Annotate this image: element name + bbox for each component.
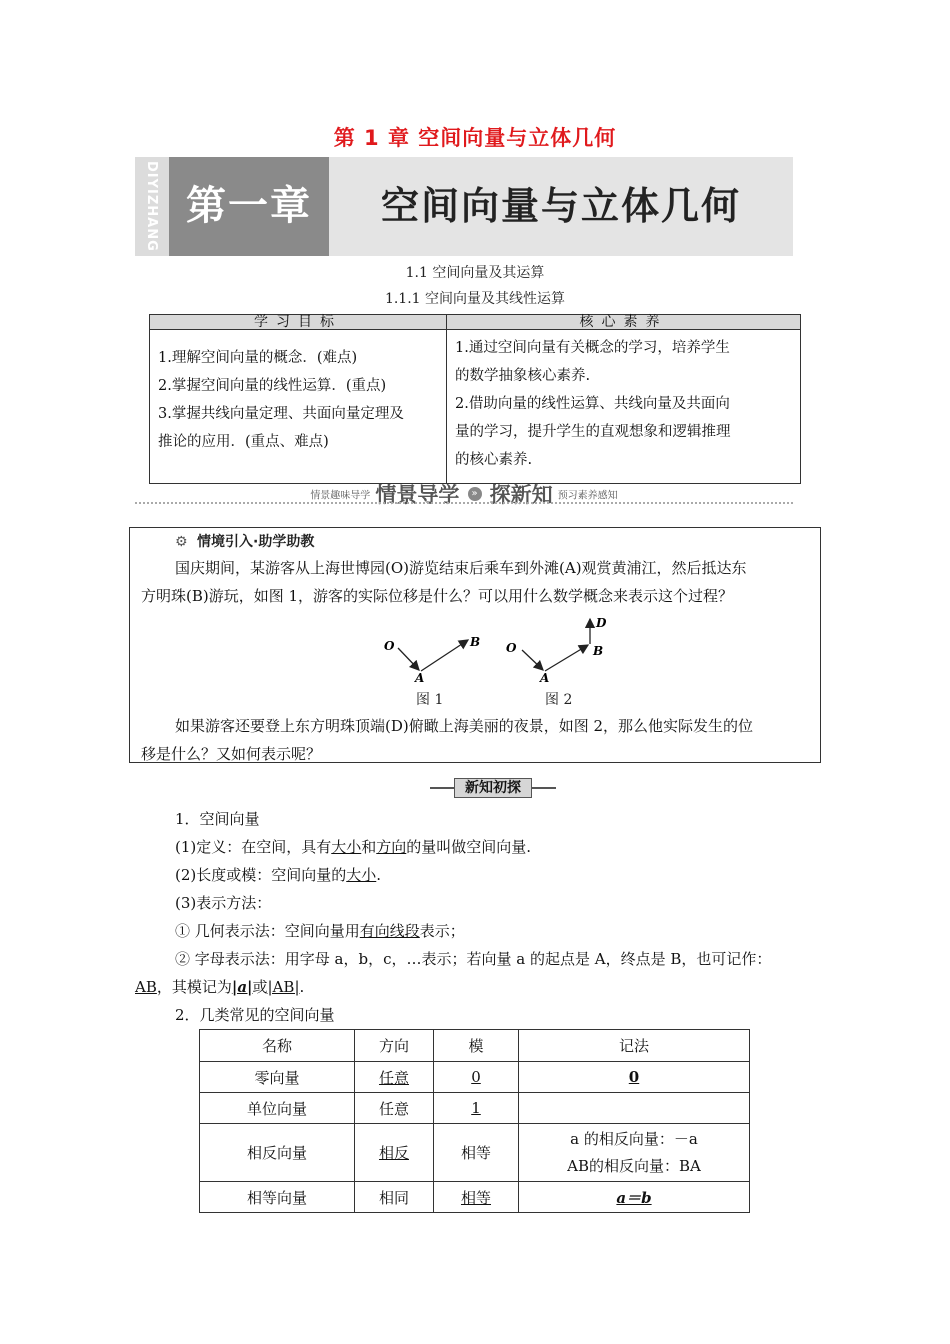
label-a: A [415,671,425,685]
table-cell: 相等 [434,1182,519,1213]
section-heading: 1.1 空间向量及其运算 [405,265,545,281]
literacy-header: 核心素养 [447,315,801,330]
table-cell: 零向量 [200,1062,355,1093]
banner-chapter-title: 空间向量与立体几何 [380,184,741,228]
goal-line: 推论的应用．(重点、难点) [158,434,329,450]
table-cell [519,1124,750,1182]
definition-line: (1)定义：在空间，具有大小和方向的量叫做空间向量. [175,838,532,856]
banner-side-strip [135,157,169,256]
double-arrow-icon: » [468,487,482,501]
context-paragraph-line: 如果游客还要登上东方明珠顶端(D)俯瞰上海美丽的夜景，如图 2，那么他实际发生的位 [175,717,754,735]
literacy-line: 的数学抽象核心素养. [455,368,591,384]
literacy-line: 量的学习，提升学生的直观想象和逻辑推理 [455,424,731,440]
label-o: O [384,639,395,653]
label-o: O [506,641,517,655]
table-cell: 任意 [355,1062,434,1093]
figure-2 [506,616,607,685]
table-cell: 相等 [434,1124,519,1182]
label-a: A [540,671,550,685]
table-cell [519,1093,750,1124]
page-title: 第 1 章 空间向量与立体几何 [333,126,617,150]
vector-kinds-table [199,1029,750,1213]
figure-1-caption: 图 1 [416,692,444,708]
note-line: a 的相反向量：－a [570,1129,698,1148]
table-cell: 0 [519,1062,750,1093]
table-row [200,1093,750,1124]
table-cell: 相同 [355,1182,434,1213]
table-header-cell: 名称 [200,1030,355,1062]
divider-left-text: 情景趣味导学 [310,490,371,502]
table-header-cell: 方向 [355,1030,434,1062]
context-paragraph-line: 方明珠(B)游玩，如图 1，游客的实际位移是什么？可以用什么数学概念来表示这个过程？ [141,587,734,605]
figure-2-caption: 图 2 [545,692,573,708]
context-heading [175,531,314,551]
table-cell: 0 [434,1062,519,1093]
table-row [200,1124,750,1182]
item-heading: 1．空间向量 [175,810,260,828]
table-row [200,1182,750,1213]
literacy-line: 1.通过空间向量有关概念的学习，培养学生 [455,340,730,356]
note-line: AB的相反向量：BA [567,1156,701,1175]
goal-line: 2.掌握空间向量的线性运算．(重点) [158,378,387,394]
literacy-cell [447,330,801,484]
representation-line: (3)表示方法： [175,894,272,912]
goal-line: 3.掌握共线向量定理、共面向量定理及 [158,406,404,422]
table-header-cell: 记法 [519,1030,750,1062]
table-cell: 1 [434,1093,519,1124]
geometric-repr-line: ① 几何表示法：空间向量用有向线段表示； [175,922,465,940]
goals-table [149,314,801,484]
banner-side-text: DIYIZHANG [144,161,159,252]
table-cell: 相反 [355,1124,434,1182]
subsection-heading: 1.1.1 空间向量及其线性运算 [384,291,566,307]
divider-title-1: 情景导学 [375,483,460,507]
divider-right-text: 预习素养感知 [557,490,618,502]
divider-rule [135,502,793,504]
vector-figures [370,610,620,690]
goal-line: 1.理解空间向量的概念．(难点) [158,350,358,366]
letter-repr-line: ② 字母表示法：用字母 a，b，c，…表示；若向量 a 的起点是 A，终点是 B，也可记作： [175,950,772,968]
table-cell: 单位向量 [200,1093,355,1124]
table-header-row [200,1030,750,1062]
table-header-cell: 模 [434,1030,519,1062]
label-d: D [596,616,607,630]
context-heading-text: 情境引入·助学助教 [197,534,315,550]
label-b: B [593,644,604,658]
new-knowledge-text: 新知初探 [454,778,532,798]
table-cell: 相等向量 [200,1182,355,1213]
table-row [200,1062,750,1093]
goals-cell [150,330,447,484]
literacy-line: 2.借助向量的线性运算、共线向量及共面向 [455,396,730,412]
table-cell: a＝b [519,1182,750,1213]
figure-1 [384,635,480,685]
context-paragraph-line: 移是什么？又如何表示呢？ [141,745,322,763]
context-paragraph-line: 国庆期间，某游客从上海世博园(O)游览结束后乘车到外滩(A)观赏黄浦江，然后抵达东 [175,559,747,577]
table-cell: 任意 [355,1093,434,1124]
table-cell: 相反向量 [200,1124,355,1182]
item-heading: 2．几类常见的空间向量 [175,1006,335,1024]
letter-repr-line-2: AB，其模记为|a|或|AB|. [135,978,305,996]
banner-chapter-label: 第一章 [169,157,329,256]
bicycle-icon: ⚙ [175,534,188,550]
divider-title-2: 探新知 [489,483,553,507]
literacy-line: 的核心素养. [455,452,533,468]
section-divider [135,479,793,513]
label-b: B [470,635,481,649]
goals-header: 学习目标 [150,315,447,330]
new-knowledge-label [430,777,556,797]
length-line: (2)长度或模：空间向量的大小. [175,866,382,884]
